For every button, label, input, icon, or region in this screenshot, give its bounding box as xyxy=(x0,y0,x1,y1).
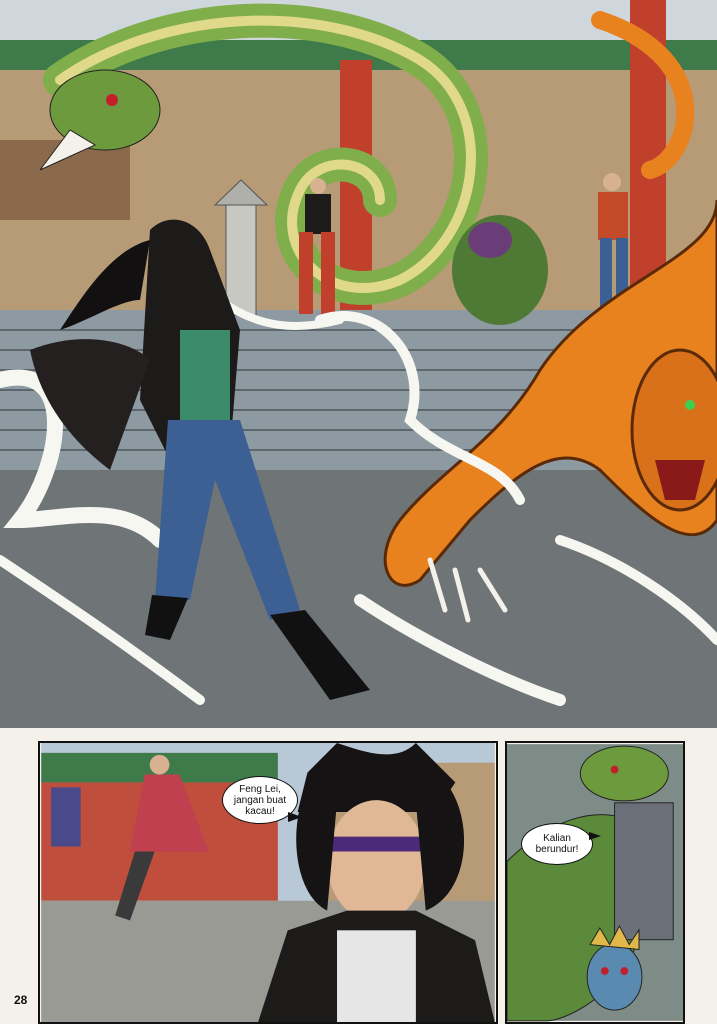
bottom-right-artwork xyxy=(507,743,683,1022)
purple-figure xyxy=(51,787,81,846)
panel-bottom-right xyxy=(505,741,685,1024)
speech-bubble-kalian: Kalian berundur! xyxy=(521,823,593,865)
speech-bubble-feng-lei: Feng Lei, jangan buat kacau! xyxy=(222,776,298,824)
green-creature xyxy=(452,215,548,325)
speech-bubble-tail xyxy=(288,812,302,822)
masked-demon xyxy=(587,926,642,1010)
armored-arm xyxy=(615,803,674,940)
page-number: 28 xyxy=(14,993,28,1007)
speech-bubble-tail xyxy=(589,832,601,840)
